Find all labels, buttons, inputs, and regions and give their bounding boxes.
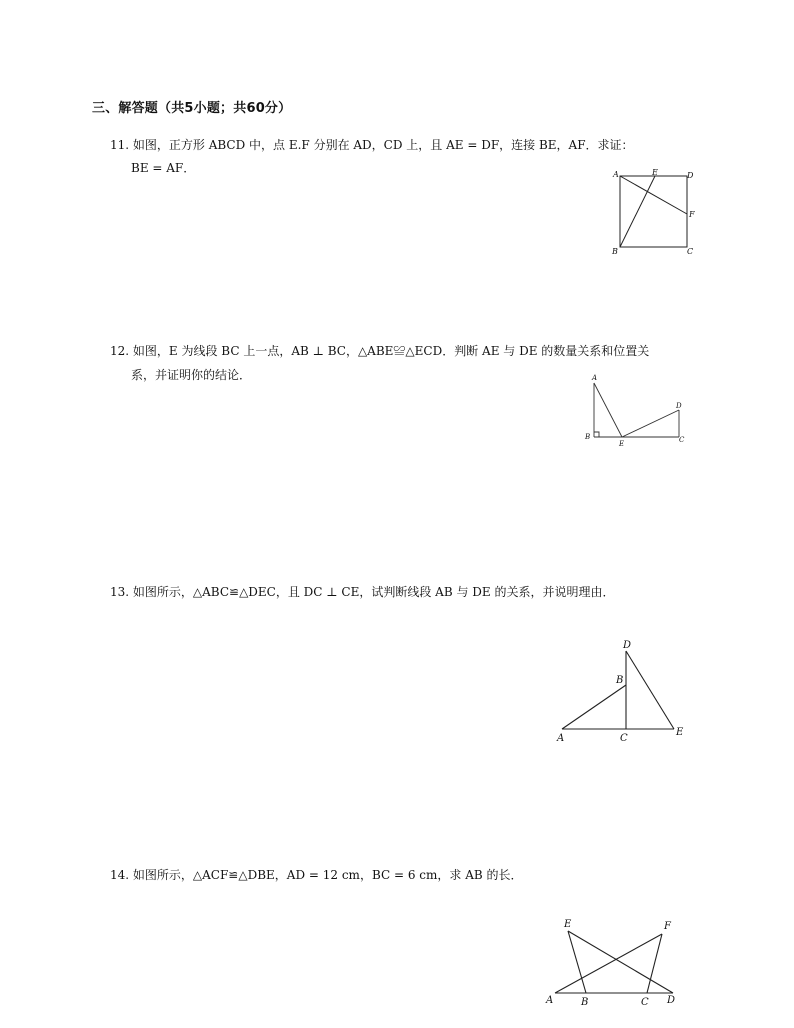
figure-q13-triangles [550,634,695,746]
question-12-text-line1: 12. 如图，E 为线段 BC 上一点，AB ⊥ BC，△ABE≌△ECD．判断 AE 与 DE 的数量关系和位置关 [110,344,650,358]
label-c: C [679,436,685,444]
section-title: 三、解答题（共5小题；共60分） [92,101,292,116]
label-a: A [546,995,554,1006]
label-d: D [676,402,682,410]
figure-q12-right-triangles [580,370,690,452]
label-e: E [676,727,684,738]
label-a: A [557,733,565,744]
question-11-text-line2: BE = AF． [131,161,196,175]
label-b: B [585,433,591,441]
label-a: A [592,374,598,382]
label-a: A [613,170,619,179]
label-e: E [619,440,625,448]
figure-q11-square [600,165,710,260]
segment-de [626,651,674,729]
segment-be [620,176,655,247]
label-d: D [623,640,632,651]
segment-ae [594,383,622,437]
segment-fc [647,934,662,993]
square-abcd [620,176,687,247]
question-14-text-line1: 14. 如图所示，△ACF≌△DBE，AD = 12 cm，BC = 6 cm，求 AB 的长． [110,868,523,882]
right-angle-mark [594,432,599,437]
label-b: B [616,675,624,686]
label-d: D [667,995,676,1006]
figure-q14-crossed-triangles [538,912,684,1010]
label-c: C [687,247,694,256]
label-f: F [689,210,695,219]
label-e: E [652,168,658,177]
label-b: B [612,247,618,256]
label-b: B [581,997,589,1008]
segment-ed [622,410,679,437]
segment-af [620,176,687,214]
segment-ab [562,685,626,729]
label-f: F [664,921,671,932]
question-11-text-line1: 11. 如图，正方形 ABCD 中，点 E.F 分别在 AD，CD 上，且 AE = DF，连接 BE，AF．求证： [110,138,634,152]
label-c: C [641,997,649,1008]
question-12-text-line2: 系，并证明你的结论． [131,368,252,382]
question-13-text-line1: 13. 如图所示，△ABC≌△DEC，且 DC ⊥ CE，试判断线段 AB 与 DE 的关系，并说明理由． [110,585,615,599]
label-c: C [620,733,628,744]
label-e: E [564,919,572,930]
label-d: D [687,171,694,180]
